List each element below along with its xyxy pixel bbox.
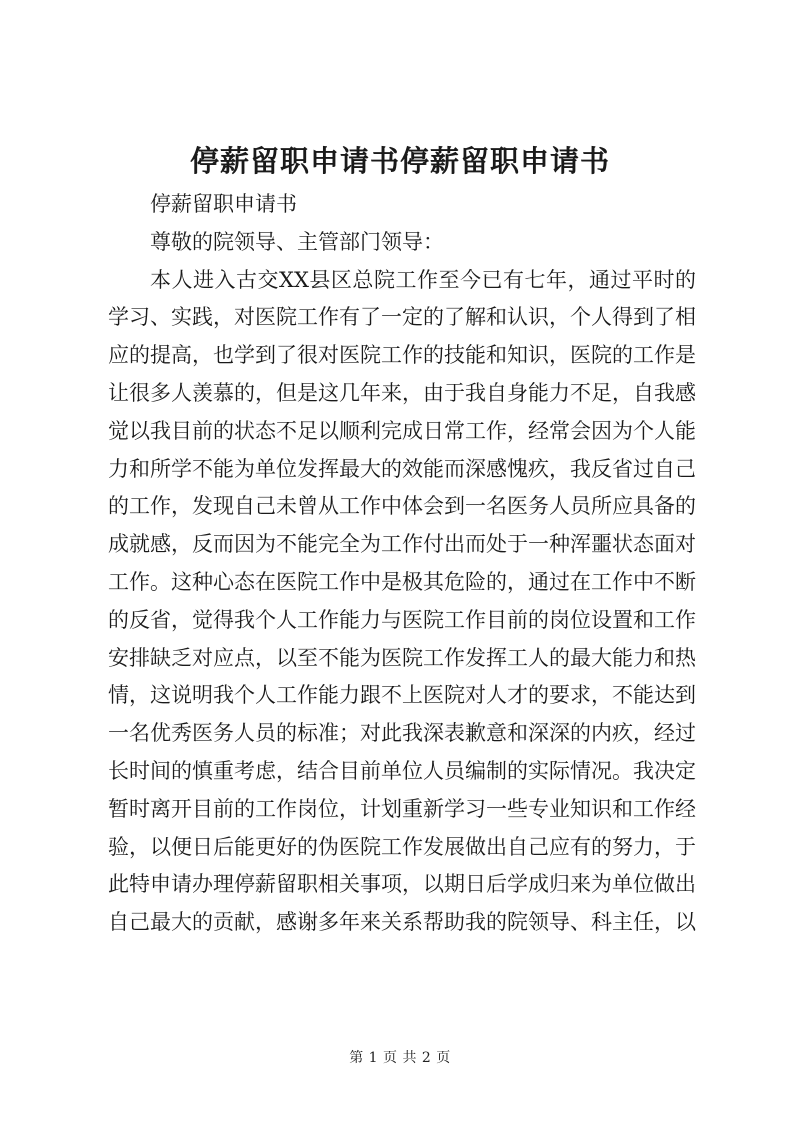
body-line: 的反省，觉得我个人工作能力与医院工作目前的岗位设置和工作 <box>108 607 696 632</box>
document-heading: 停薪留职申请书 <box>150 192 297 216</box>
body-line: 让很多人羡慕的，但是这几年来，由于我自身能力不足，自我感 <box>108 380 696 405</box>
body-line: 暂时离开目前的工作岗位，计划重新学习一些专业知识和工作经 <box>108 796 696 821</box>
body-line: 自己最大的贡献，感谢多年来关系帮助我的院领导、科主任，以 <box>108 910 696 935</box>
body-line: 应的提高，也学到了很对医院工作的技能和知识，医院的工作是 <box>108 343 696 368</box>
body-line: 此特申请办理停薪留职相关事项，以期日后学成归来为单位做出 <box>108 872 696 897</box>
document-body <box>108 186 696 942</box>
body-line: 情，这说明我个人工作能力跟不上医院对人才的要求，不能达到 <box>108 683 696 708</box>
body-line: 工作。这种心态在医院工作中是极其危险的，通过在工作中不断 <box>108 569 696 594</box>
salutation: 尊敬的院领导、主管部门领导： <box>150 229 444 254</box>
body-line: 验，以便日后能更好的伪医院工作发展做出自己应有的努力，于 <box>108 834 696 859</box>
body-line: 长时间的慎重考虑，结合目前单位人员编制的实际情况。我决定 <box>108 758 696 783</box>
body-line: 安排缺乏对应点，以至不能为医院工作发挥工人的最大能力和热 <box>108 645 696 670</box>
page-footer: 第 1 页 共 2 页 <box>349 1050 451 1066</box>
body-line: 学习、实践，对医院工作有了一定的了解和认识，个人得到了相 <box>108 305 696 330</box>
body-line: 一名优秀医务人员的标准；对此我深表歉意和深深的内疚，经过 <box>108 721 696 746</box>
body-line: 力和所学不能为单位发挥最大的效能而深感愧疚，我反省过自己 <box>108 456 696 481</box>
body-line: 本人进入古交XX县区总院工作至今已有七年，通过平时的 <box>150 267 696 292</box>
body-line: 成就感，反而因为不能完全为工作付出而处于一种浑噩状态面对 <box>108 532 696 557</box>
document-title: 停薪留职申请书停薪留职申请书 <box>189 144 610 178</box>
body-line: 觉以我目前的状态不足以顺利完成日常工作，经常会因为个人能 <box>108 418 696 443</box>
body-line: 的工作，发现自己未曾从工作中体会到一名医务人员所应具备的 <box>108 494 696 519</box>
